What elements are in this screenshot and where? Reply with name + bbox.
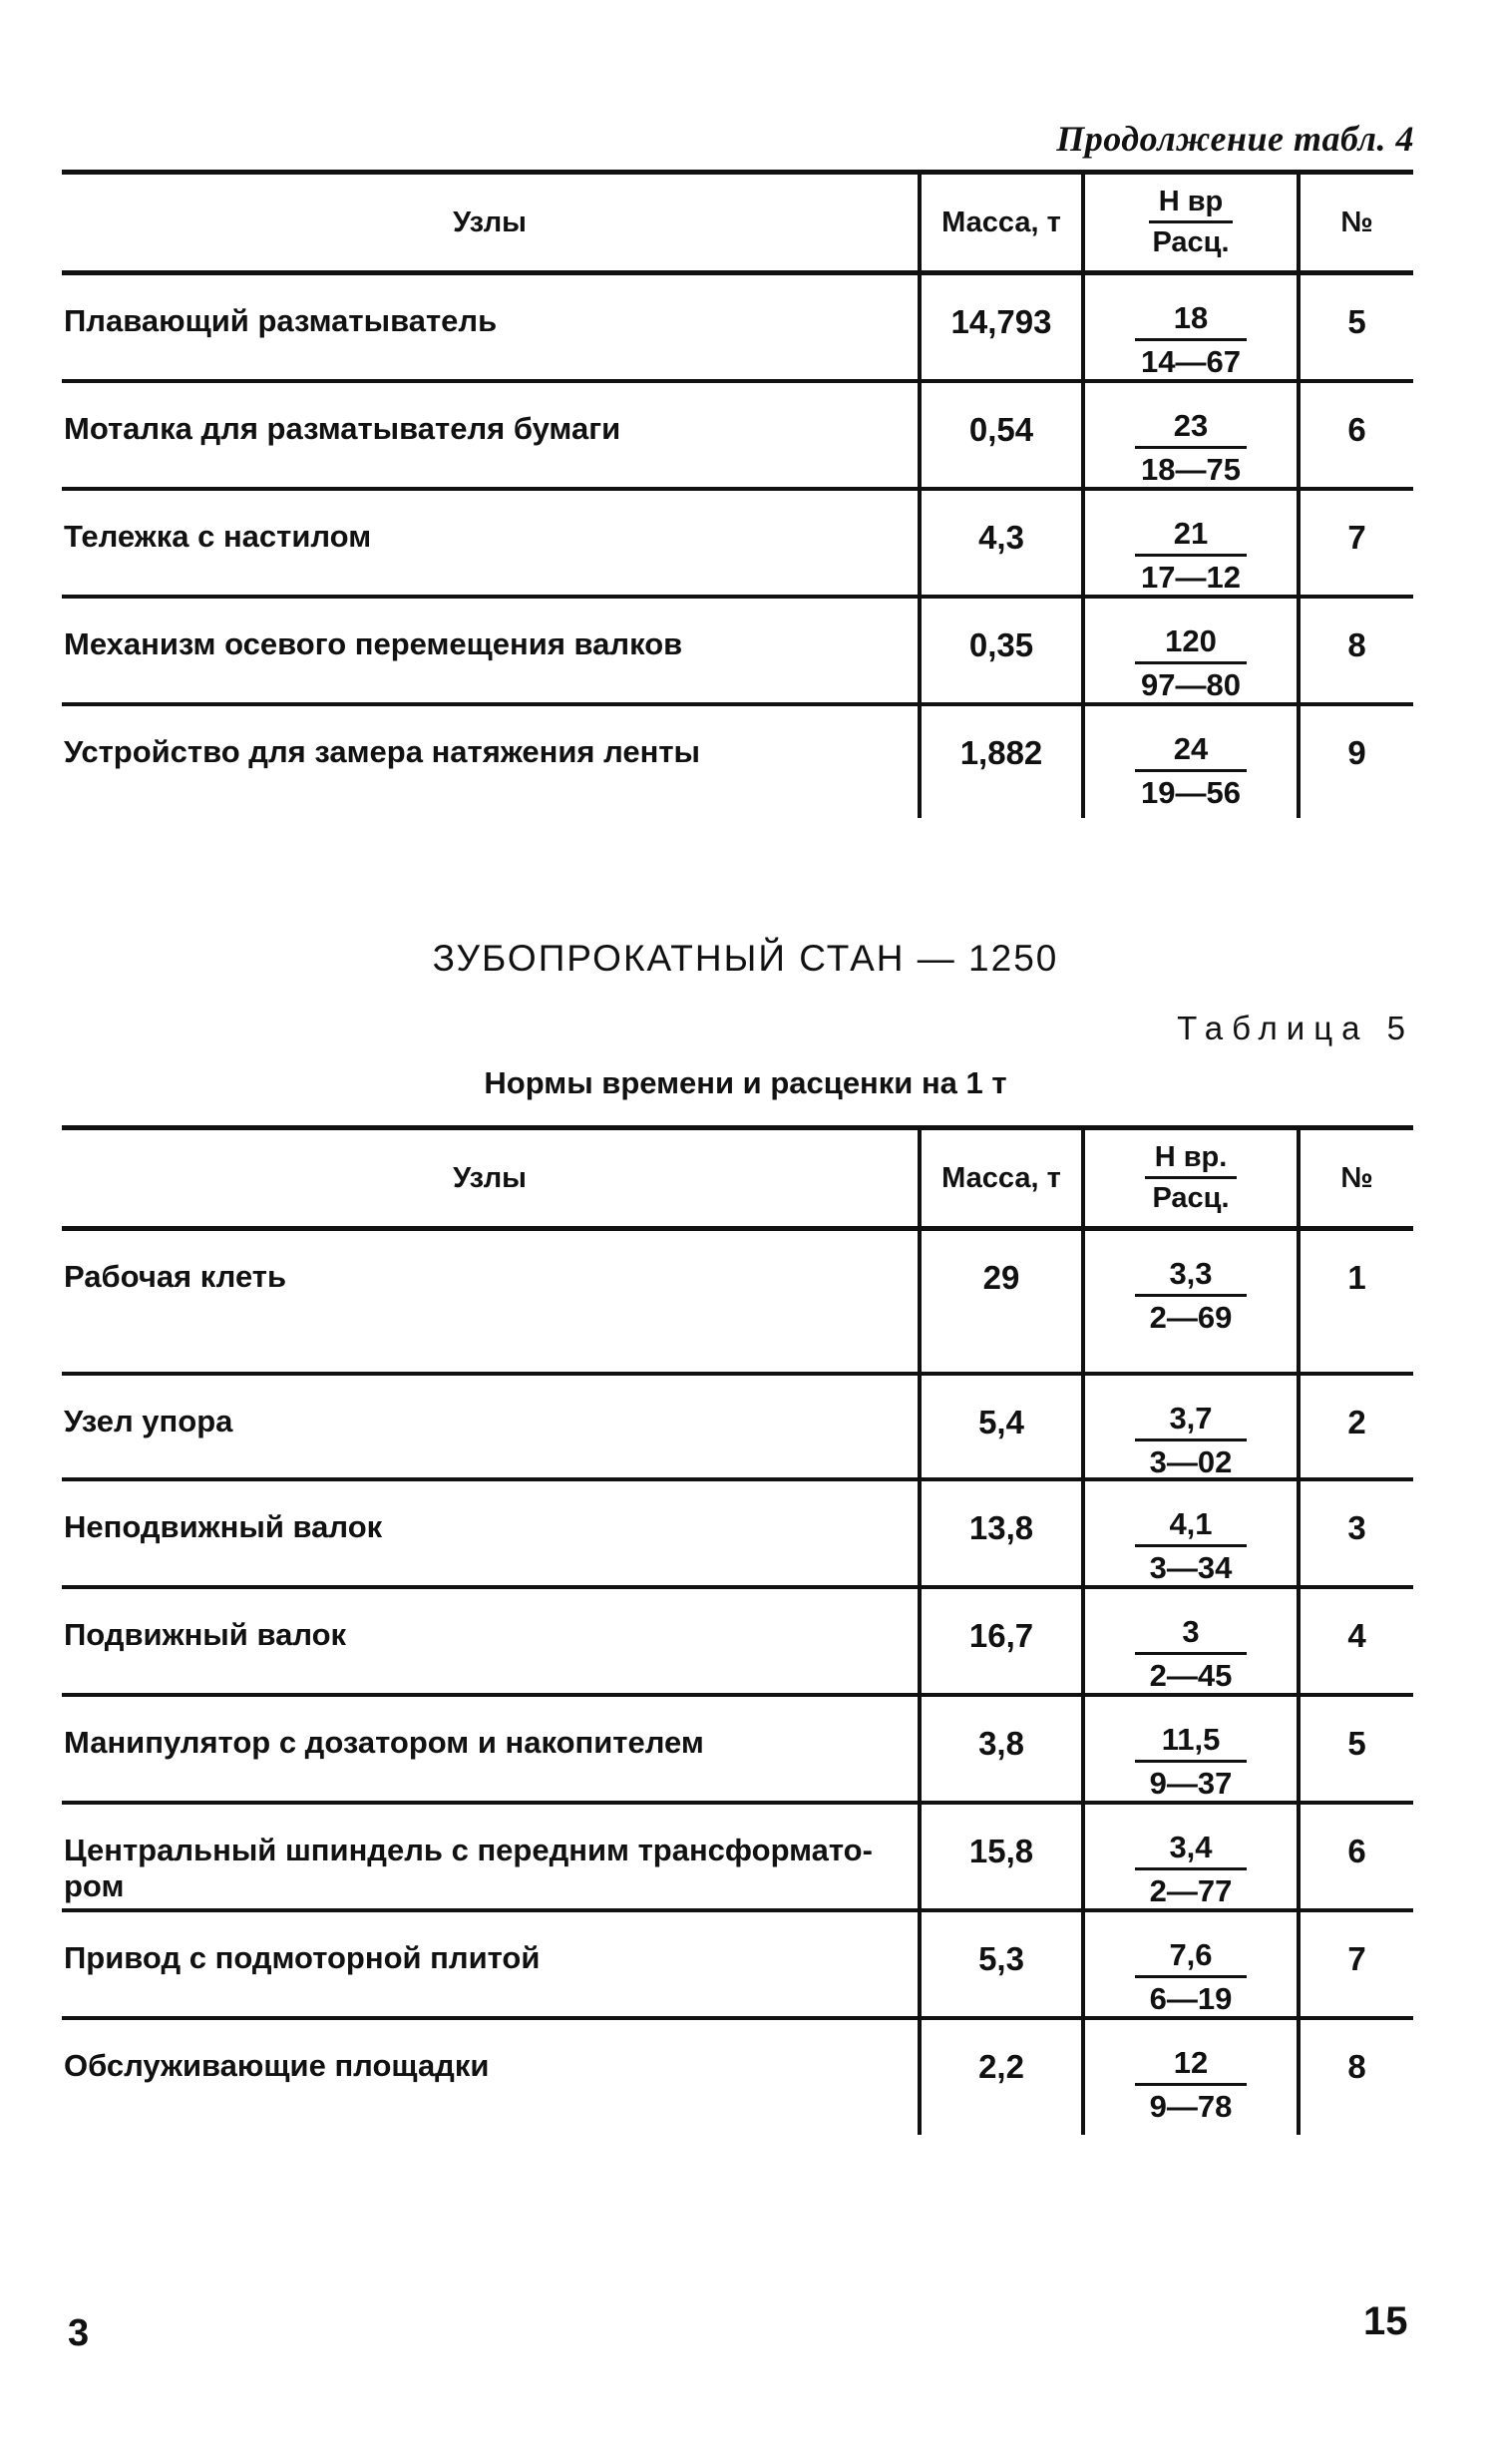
row-mass: 0,35 xyxy=(918,599,1081,702)
row-number: 2 xyxy=(1297,1376,1413,1477)
table-row xyxy=(62,1376,1413,1481)
table-row xyxy=(62,599,1413,706)
row-norm-time: 3,3 xyxy=(1135,1257,1247,1297)
row-mass: 0,54 xyxy=(918,383,1081,487)
row-node-name: Устройство для замера натяжения ленты xyxy=(64,734,701,769)
row-number: 5 xyxy=(1297,1697,1413,1801)
table-row xyxy=(62,1589,1413,1697)
row-norm-time: 120 xyxy=(1135,624,1247,664)
row-node-name: Тележка с настилом xyxy=(64,519,372,554)
row-number: 8 xyxy=(1297,599,1413,702)
row-number: 5 xyxy=(1297,275,1413,379)
signature-mark: 3 xyxy=(68,2312,90,2354)
table-row xyxy=(62,1231,1413,1376)
row-norm-time: 4,1 xyxy=(1135,1507,1247,1547)
table-subtitle: Нормы времени и расценки на 1 т xyxy=(484,1065,1007,1100)
header-nodes: Узлы xyxy=(453,1161,527,1194)
header-norm xyxy=(1081,175,1297,270)
row-norm-time: 24 xyxy=(1135,732,1247,772)
table-row xyxy=(62,2020,1413,2135)
table-body xyxy=(62,275,1413,818)
header-rate: Расц. xyxy=(1152,225,1230,258)
row-rate: 9—78 xyxy=(1149,2089,1233,2125)
row-mass: 29 xyxy=(918,1231,1081,1372)
row-norm-time: 7,6 xyxy=(1135,1938,1247,1978)
row-node-name: Обслуживающие площадки xyxy=(64,2048,490,2083)
row-norm xyxy=(1081,275,1297,379)
row-mass: 5,4 xyxy=(918,1376,1081,1477)
row-rate: 18—75 xyxy=(1141,452,1241,488)
row-rate: 14—67 xyxy=(1141,344,1241,380)
row-number: 8 xyxy=(1297,2020,1413,2135)
row-norm-time: 12 xyxy=(1135,2046,1247,2086)
header-rate: Расц. xyxy=(1152,1181,1230,1214)
row-mass: 14,793 xyxy=(918,275,1081,379)
row-rate: 97—80 xyxy=(1141,667,1241,703)
row-norm-time: 3,7 xyxy=(1135,1402,1247,1441)
row-norm xyxy=(1081,1589,1297,1693)
table-header xyxy=(62,170,1413,275)
row-rate: 3—34 xyxy=(1149,1550,1233,1586)
header-norm-time: Н вр xyxy=(1149,187,1234,223)
row-rate: 19—56 xyxy=(1141,775,1241,811)
row-node-name: Центральный шпиндель с передним трансформато-ром xyxy=(64,1833,873,1903)
row-number: 6 xyxy=(1297,383,1413,487)
header-mass: Масса, т xyxy=(918,175,1081,270)
row-norm xyxy=(1081,1481,1297,1585)
row-number: 6 xyxy=(1297,1805,1413,1908)
row-number: 3 xyxy=(1297,1481,1413,1585)
table-row xyxy=(62,275,1413,383)
table-row xyxy=(62,491,1413,599)
row-number: 4 xyxy=(1297,1589,1413,1693)
row-norm xyxy=(1081,1912,1297,2016)
table-row xyxy=(62,1912,1413,2020)
row-norm-time: 21 xyxy=(1135,517,1247,557)
row-norm xyxy=(1081,599,1297,702)
row-mass: 2,2 xyxy=(918,2020,1081,2135)
row-mass: 15,8 xyxy=(918,1805,1081,1908)
table-5 xyxy=(62,1125,1413,2135)
table-row xyxy=(62,1481,1413,1589)
row-mass: 5,3 xyxy=(918,1912,1081,2016)
row-rate: 9—37 xyxy=(1149,1766,1233,1802)
table-4 xyxy=(62,170,1413,818)
header-nodes: Узлы xyxy=(453,205,527,238)
row-rate: 17—12 xyxy=(1141,560,1241,596)
row-norm xyxy=(1081,1805,1297,1908)
table-row xyxy=(62,1805,1413,1912)
row-number: 7 xyxy=(1297,1912,1413,2016)
row-mass: 1,882 xyxy=(918,706,1081,818)
row-node-name: Рабочая клеть xyxy=(64,1259,287,1294)
row-norm-time: 23 xyxy=(1135,409,1247,449)
row-mass: 13,8 xyxy=(918,1481,1081,1585)
header-number: № xyxy=(1297,1130,1413,1226)
row-rate: 2—45 xyxy=(1149,1658,1233,1694)
row-rate: 3—02 xyxy=(1149,1444,1233,1480)
table-body xyxy=(62,1231,1413,2135)
table-row xyxy=(62,1697,1413,1805)
row-norm xyxy=(1081,706,1297,818)
row-norm xyxy=(1081,1231,1297,1372)
row-node-name: Механизм осевого перемещения валков xyxy=(64,626,683,661)
table-header xyxy=(62,1125,1413,1231)
row-node-name: Неподвижный валок xyxy=(64,1509,383,1544)
row-rate: 2—69 xyxy=(1149,1300,1233,1336)
page-number: 15 xyxy=(1363,2299,1408,2343)
row-node-name: Плавающий разматыватель xyxy=(64,303,498,338)
row-norm-time: 11,5 xyxy=(1135,1723,1247,1763)
section-title: ЗУБОПРОКАТНЫЙ СТАН — 1250 xyxy=(432,938,1059,979)
row-mass: 16,7 xyxy=(918,1589,1081,1693)
row-rate: 2—77 xyxy=(1149,1873,1233,1909)
row-norm xyxy=(1081,1376,1297,1480)
row-norm-time: 18 xyxy=(1135,301,1247,341)
row-number: 9 xyxy=(1297,706,1413,818)
row-norm xyxy=(1081,1697,1297,1801)
header-norm xyxy=(1081,1130,1297,1226)
row-number: 1 xyxy=(1297,1231,1413,1372)
row-norm xyxy=(1081,2020,1297,2135)
row-node-name: Подвижный валок xyxy=(64,1617,347,1652)
table-row xyxy=(62,706,1413,818)
row-norm-time: 3 xyxy=(1135,1615,1247,1655)
table-label: Таблица 5 xyxy=(1177,1010,1414,1046)
row-mass: 3,8 xyxy=(918,1697,1081,1801)
row-node-name: Привод с подмоторной плитой xyxy=(64,1940,541,1975)
row-norm xyxy=(1081,491,1297,595)
row-norm xyxy=(1081,383,1297,487)
header-mass: Масса, т xyxy=(918,1130,1081,1226)
table-row xyxy=(62,383,1413,491)
header-number: № xyxy=(1297,175,1413,270)
row-node-name: Манипулятор с дозатором и накопителем xyxy=(64,1725,704,1760)
row-rate: 6—19 xyxy=(1149,1981,1233,2017)
continuation-caption: Продолжение табл. 4 xyxy=(1056,119,1414,159)
row-mass: 4,3 xyxy=(918,491,1081,595)
row-norm-time: 3,4 xyxy=(1135,1831,1247,1870)
row-number: 7 xyxy=(1297,491,1413,595)
row-node-name: Моталка для разматывателя бумаги xyxy=(64,411,621,446)
header-norm-time: Н вр. xyxy=(1145,1142,1238,1179)
row-node-name: Узел упора xyxy=(64,1404,233,1438)
